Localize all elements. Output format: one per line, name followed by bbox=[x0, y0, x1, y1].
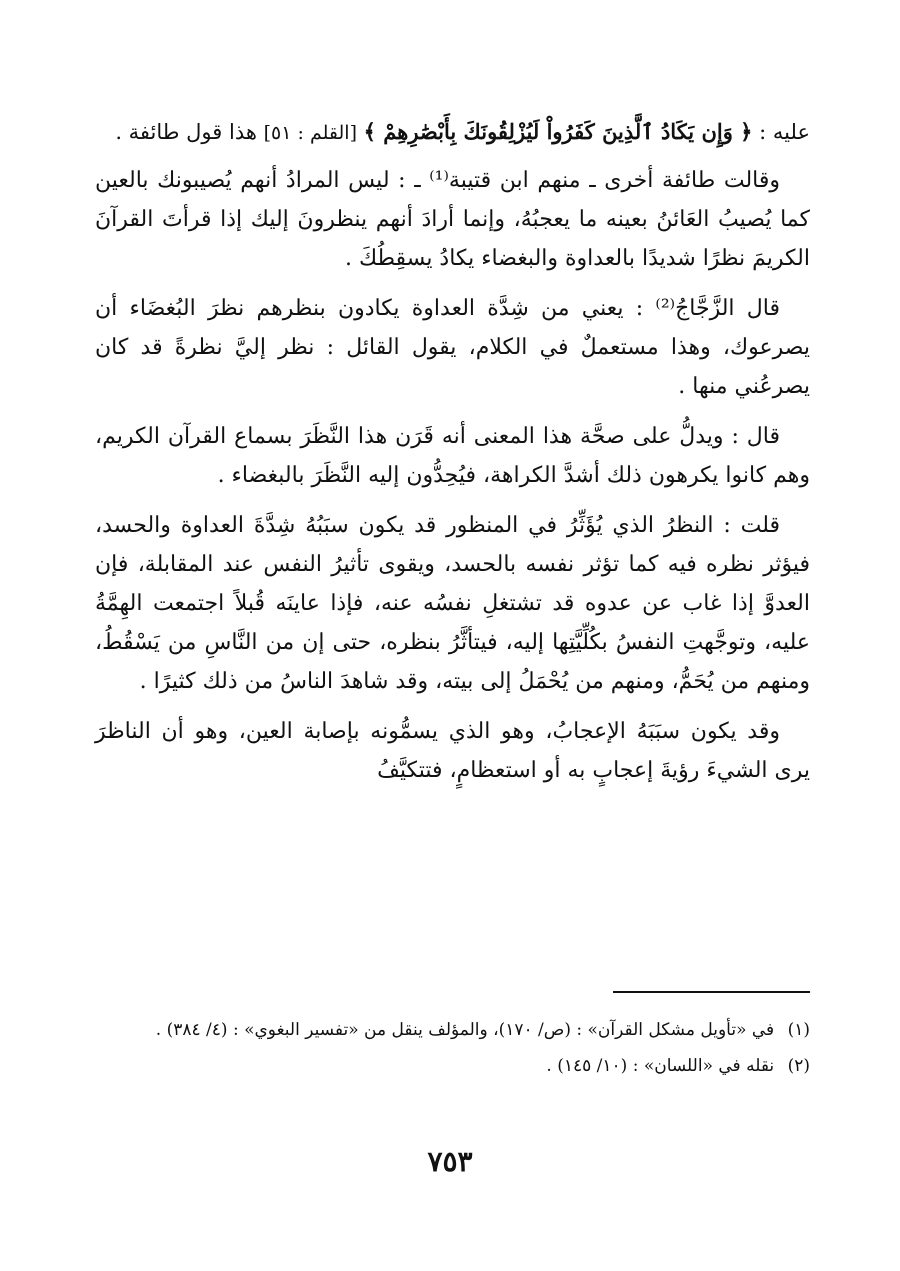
paragraph: قلت : النظرُ الذي يُؤَثِّرُ في المنظور قد يكون سبَبُهُ شِدَّةَ العداوة والحسد، فيؤثر نظره فيه كما تؤثر نفسه بالحسد، ويقوى تأثيرُ النفس عند المقابلة، فإن العدوَّ إذا غاب عن عدوه قد تشتغلِ نفسُه عنه، فإذا عاينَه قُبلاً اجتمعت الهِمَّةُ عليه، وتوجَّهتِ النفسُ بكُلِّيَّتِها إليه، فيتأثَّرُ بنظره، حتى إن من النَّاسِ من يَسْقُطُ، ومنهم من يُحَمُّ، ومنهم من يُحْمَلُ إلى بيته، وقد شاهدَ الناسُ من ذلك كثيرًا . bbox=[95, 513, 810, 694]
opening-lead: عليه : bbox=[759, 120, 810, 144]
footnotes bbox=[95, 1015, 810, 1087]
paragraph: قال : ويدلُّ على صحَّة هذا المعنى أنه قَرَن هذا النَّظَرَ بسماع القرآن الكريم، وهم كانوا يكرهون ذلك أشدَّ الكراهة، فيُحِدُّون إليه النَّظَرَ بالبغضاء . bbox=[95, 424, 810, 488]
verse-citation: [القلم : ٥١] bbox=[263, 122, 357, 144]
footnote-separator bbox=[613, 991, 810, 993]
footnote-text: في «تأويل مشكل القرآن» : (ص/ ١٧٠)، والمؤلف ينقل من «تفسير البغوي» : (٤/ ٣٨٤) . bbox=[155, 1020, 775, 1040]
footnote-number: (١) bbox=[787, 1020, 810, 1040]
quranic-verse: ﴿ وَإِن يَكَادُ ٱلَّذِينَ كَفَرُواْ لَيُزْلِقُونَكَ بِأَبْصَٰرِهِمْ ﴾ bbox=[363, 119, 753, 144]
opening-tail: هذا قول طائفة . bbox=[115, 120, 257, 144]
footnote-item bbox=[95, 1051, 810, 1081]
paragraph: قال الزَّجَّاجُ⁽²⁾ : يعني من شِدَّة العداوة يكادون بنظرهم نظرَ البُغضَاء أن يصرعوك، وهذا مستعملٌ في الكلام، يقول القائل : نظر إليَّ نظرةً قد كان يصرعُني منها . bbox=[95, 296, 810, 399]
paragraph: وقد يكون سبَبَهُ الإعجابُ، وهو الذي يسمُّونه بإصابة العين، وهو أن الناظرَ يرى الشيءَ رؤيةَ إعجابٍ به أو استعظامٍ، فتتكيَّفُ bbox=[95, 719, 810, 783]
footnote-item bbox=[95, 1015, 810, 1045]
footnote-text: نقله في «اللسان» : (١٠/ ١٤٥) . bbox=[546, 1056, 775, 1076]
footnote-number: (٢) bbox=[787, 1056, 810, 1076]
paragraph: وقالت طائفة أخرى ـ منهم ابن قتيبة⁽¹⁾ ـ : ليس المرادُ أنهم يُصيبونك بالعين كما يُصيبُ العَائنُ بعينه ما يعجبُهُ، وإنما أرادَ أنهم ينظرونَ إليك إذا قرأتَ القرآنَ الكريمَ نظرًا شديدًا بالعداوة والبغضاء يكادُ يسقِطُكَ . bbox=[95, 168, 810, 271]
page-number: ٧٥٣ bbox=[427, 1145, 473, 1178]
opening-line bbox=[95, 112, 810, 153]
main-text bbox=[95, 112, 810, 801]
